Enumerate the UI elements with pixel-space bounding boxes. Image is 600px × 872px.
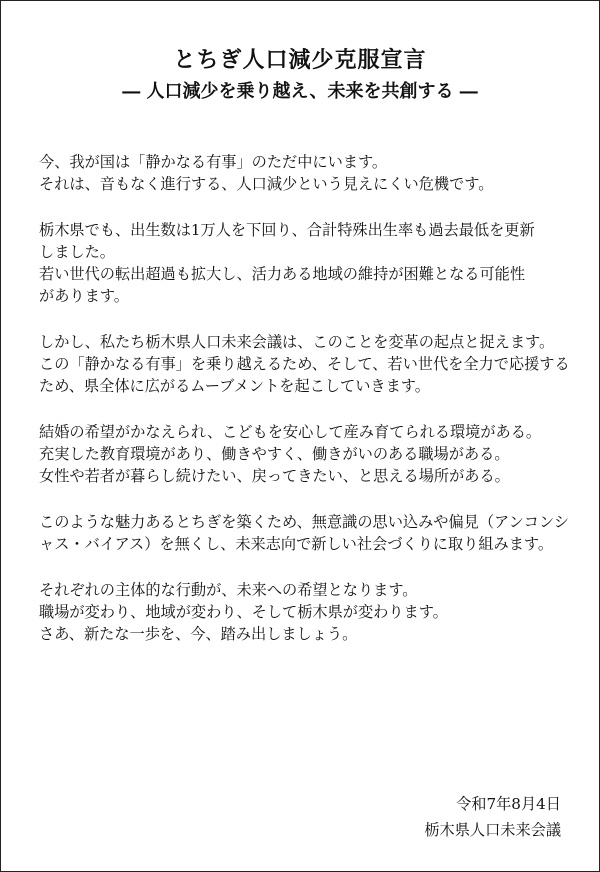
- document-title: とちぎ人口減少克服宣言: [173, 47, 427, 73]
- text-line: ャス・バイアス）を無くし、未来志向で新しい社会づくりに取り組みます。: [39, 535, 554, 553]
- paragraph: [39, 331, 579, 397]
- text-line: しました。: [39, 243, 115, 261]
- document-body: [39, 151, 579, 645]
- text-line: 充実した教育環境があり、働きやすく、働きがいのある職場がある。: [39, 445, 510, 463]
- declaration-date: 令和7年8月4日: [456, 795, 561, 813]
- text-line: があります。: [39, 287, 129, 305]
- text-line: それぞれの主体的な行動が、未来への希望となります。: [39, 581, 418, 599]
- text-line: 女性や若者が暮らし続けたい、戻ってきたい、と思える場所がある。: [39, 467, 510, 485]
- text-line: この「静かなる有事」を乗り越えるため、そして、若い世代を全力で応援する: [39, 355, 570, 373]
- document-subtitle: ― 人口減少を乗り越え、未来を共創する ―: [122, 81, 478, 102]
- organization-name: 栃木県人口未来会議: [424, 821, 561, 839]
- paragraph: [39, 151, 579, 195]
- text-line: 若い世代の転出超過も拡大し、活力ある地域の維持が困難となる可能性: [39, 265, 525, 283]
- text-line: ため、県全体に広がるムーブメントを起こしていきます。: [39, 377, 430, 395]
- text-line: 今、我が国は「静かなる有事」のただ中にいます。: [39, 153, 388, 171]
- text-line: このような魅力あるとちぎを築くため、無意識の思い込みや偏見（アンコンシ: [39, 513, 569, 531]
- text-line: 栃木県でも、出生数は1万人を下回り、合計特殊出生率も過去最低を更新: [39, 221, 535, 239]
- text-line: さあ、新たな一歩を、今、踏み出しましょう。: [39, 625, 358, 643]
- text-line: 職場が変わり、地域が変わり、そして栃木県が変わります。: [39, 603, 448, 621]
- paragraph: [39, 421, 579, 487]
- text-line: 結婚の希望がかなえられ、こどもを安心して産み育てられる環境がある。: [39, 423, 542, 441]
- text-line: しかし、私たち栃木県人口未来会議は、このことを変革の起点と捉えます。: [39, 333, 555, 351]
- text-line: それは、音もなく進行する、人口減少という見えにくい危機です。: [39, 175, 494, 193]
- paragraph: [39, 219, 579, 307]
- paragraph: [39, 579, 579, 645]
- paragraph: [39, 511, 579, 555]
